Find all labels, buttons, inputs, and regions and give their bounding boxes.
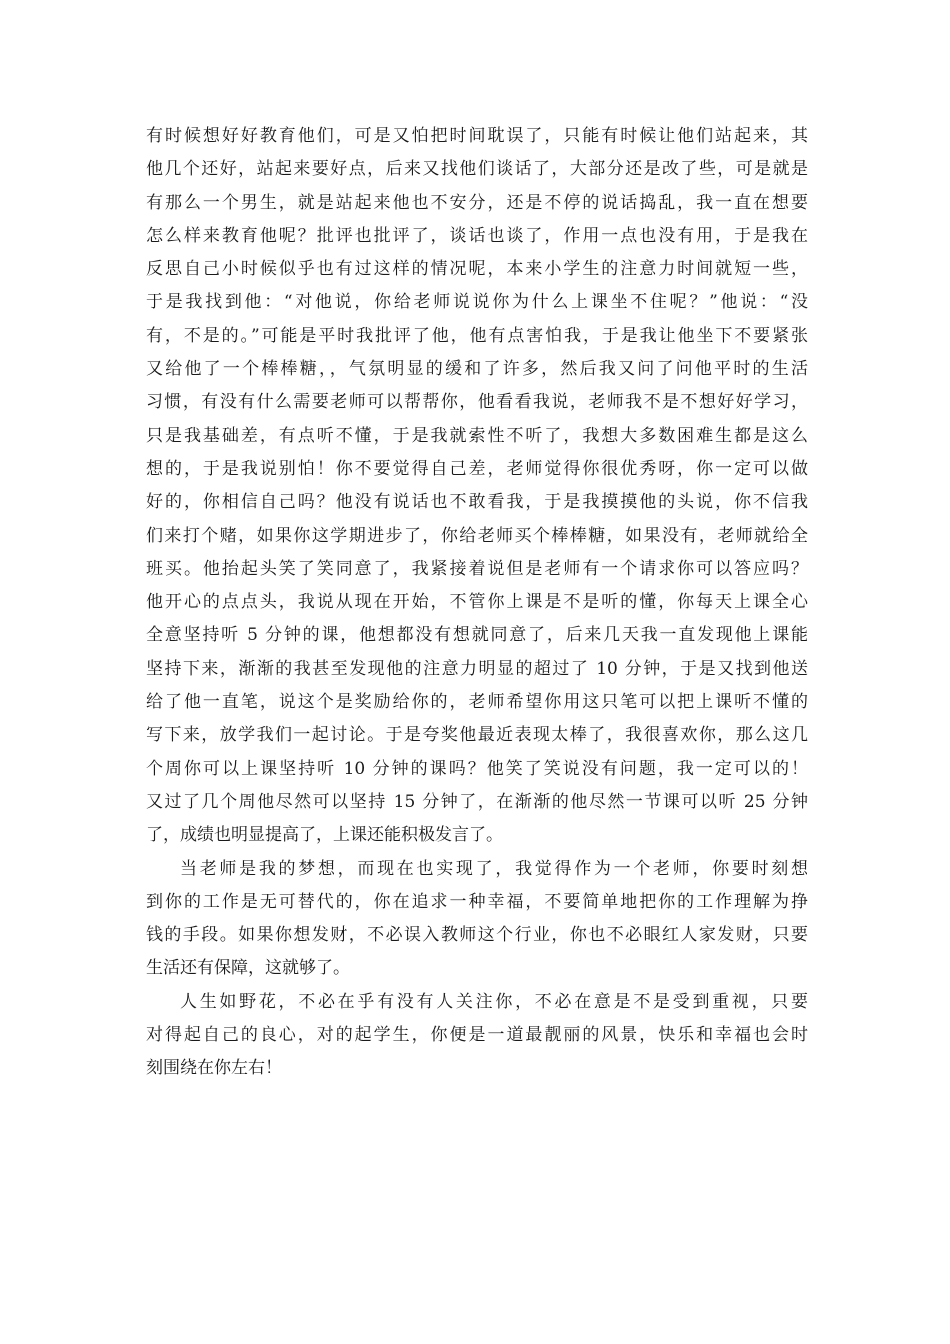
text-line: 又给他了一个棒棒糖，，气氛明显的缓和了许多，然后我又问了问他平时的生活 [146,359,808,380]
text-line: 只是我基础差，有点听不懂，于是我就索性不听了，我想大多数困难生都是这么 [146,425,808,446]
text-line: 写下来，放学我们一起讨论。于是夸奖他最近表现太棒了，我很喜欢你，那么这几 [146,725,808,746]
paragraph-3 [146,986,808,1086]
text-line: 习惯，有没有什么需要老师可以帮帮你，他看看我说，老师我不是不想好好学习， [146,392,808,413]
text-line: 当老师是我的梦想，而现在也实现了，我觉得作为一个老师，你要时刻想 [180,858,808,879]
document-body [146,120,808,1086]
text-line: 反思自己小时候似乎也有过这样的情况呢，本来小学生的注意力时间就短一些， [146,259,808,280]
text-line: 钱的手段。如果你想发财，不必误入教师这个行业，你也不必眼红人家发财，只要 [146,925,808,946]
text-line: 想的，于是我说别怕！你不要觉得自己差，老师觉得你很优秀呀，你一定可以做 [146,458,808,479]
text-line: 又过了几个周他尽然可以坚持 15 分钟了，在渐渐的他尽然一节课可以听 25 分钟 [146,791,808,812]
text-line: 他几个还好，站起来要好点，后来又找他们谈话了，大部分还是改了些，可是就是 [146,159,808,180]
text-line: 有时候想好好教育他们，可是又怕把时间耽误了，只能有时候让他们站起来，其 [146,126,808,146]
text-line: 有，不是的。”可能是平时我批评了他，他有点害怕我，于是我让他坐下不要紧张 [146,325,808,346]
text-line: 全意坚持听 5 分钟的课，他想都没有想就同意了，后来几天我一直发现他上课能 [146,625,808,646]
text-line: 了，成绩也明显提高了，上课还能积极发言了。 [146,825,503,846]
text-line: 人生如野花，不必在乎有没有人关注你，不必在意是不是受到重视，只要 [180,991,808,1012]
paragraph-2 [146,853,808,986]
text-line: 给了他一直笔，说这个是奖励给你的，老师希望你用这只笔可以把上课听不懂的 [146,692,808,713]
paragraph-1 [146,120,808,853]
text-line: 坚持下来，渐渐的我甚至发现他的注意力明显的超过了 10 分钟，于是又找到他送 [146,658,808,679]
text-line: 于是我找到他：“对他说，你给老师说说你为什么上课坐不住呢？”他说：“没 [146,292,808,313]
text-line: 有那么一个男生，就是站起来他也不安分，还是不停的说话捣乱，我一直在想要 [146,192,808,213]
text-line: 班买。他抬起头笑了笑同意了，我紧接着说但是老师有一个请求你可以答应吗？ [146,558,808,579]
text-line: 到你的工作是无可替代的，你在追求一种幸福，不要简单地把你的工作理解为挣 [146,891,808,912]
text-line: 刻围绕在你左右！ [146,1058,282,1079]
text-line: 生活还有保障，这就够了。 [146,958,350,979]
text-line: 们来打个赌，如果你这学期进步了，你给老师买个棒棒糖，如果没有，老师就给全 [146,525,808,546]
text-line: 他开心的点点头，我说从现在开始，不管你上课是不是听的懂，你每天上课全心 [146,592,808,613]
text-line: 个周你可以上课坚持听 10 分钟的课吗？他笑了笑说没有问题，我一定可以的！ [146,758,808,779]
text-line: 对得起自己的良心，对的起学生，你便是一道最靓丽的风景，快乐和幸福也会时 [146,1025,808,1046]
text-line: 好的，你相信自己吗？他没有说话也不敢看我，于是我摸摸他的头说，你不信我 [146,492,808,513]
text-line: 怎么样来教育他呢？批评也批评了，谈话也谈了，作用一点也没有用，于是我在 [146,225,808,246]
